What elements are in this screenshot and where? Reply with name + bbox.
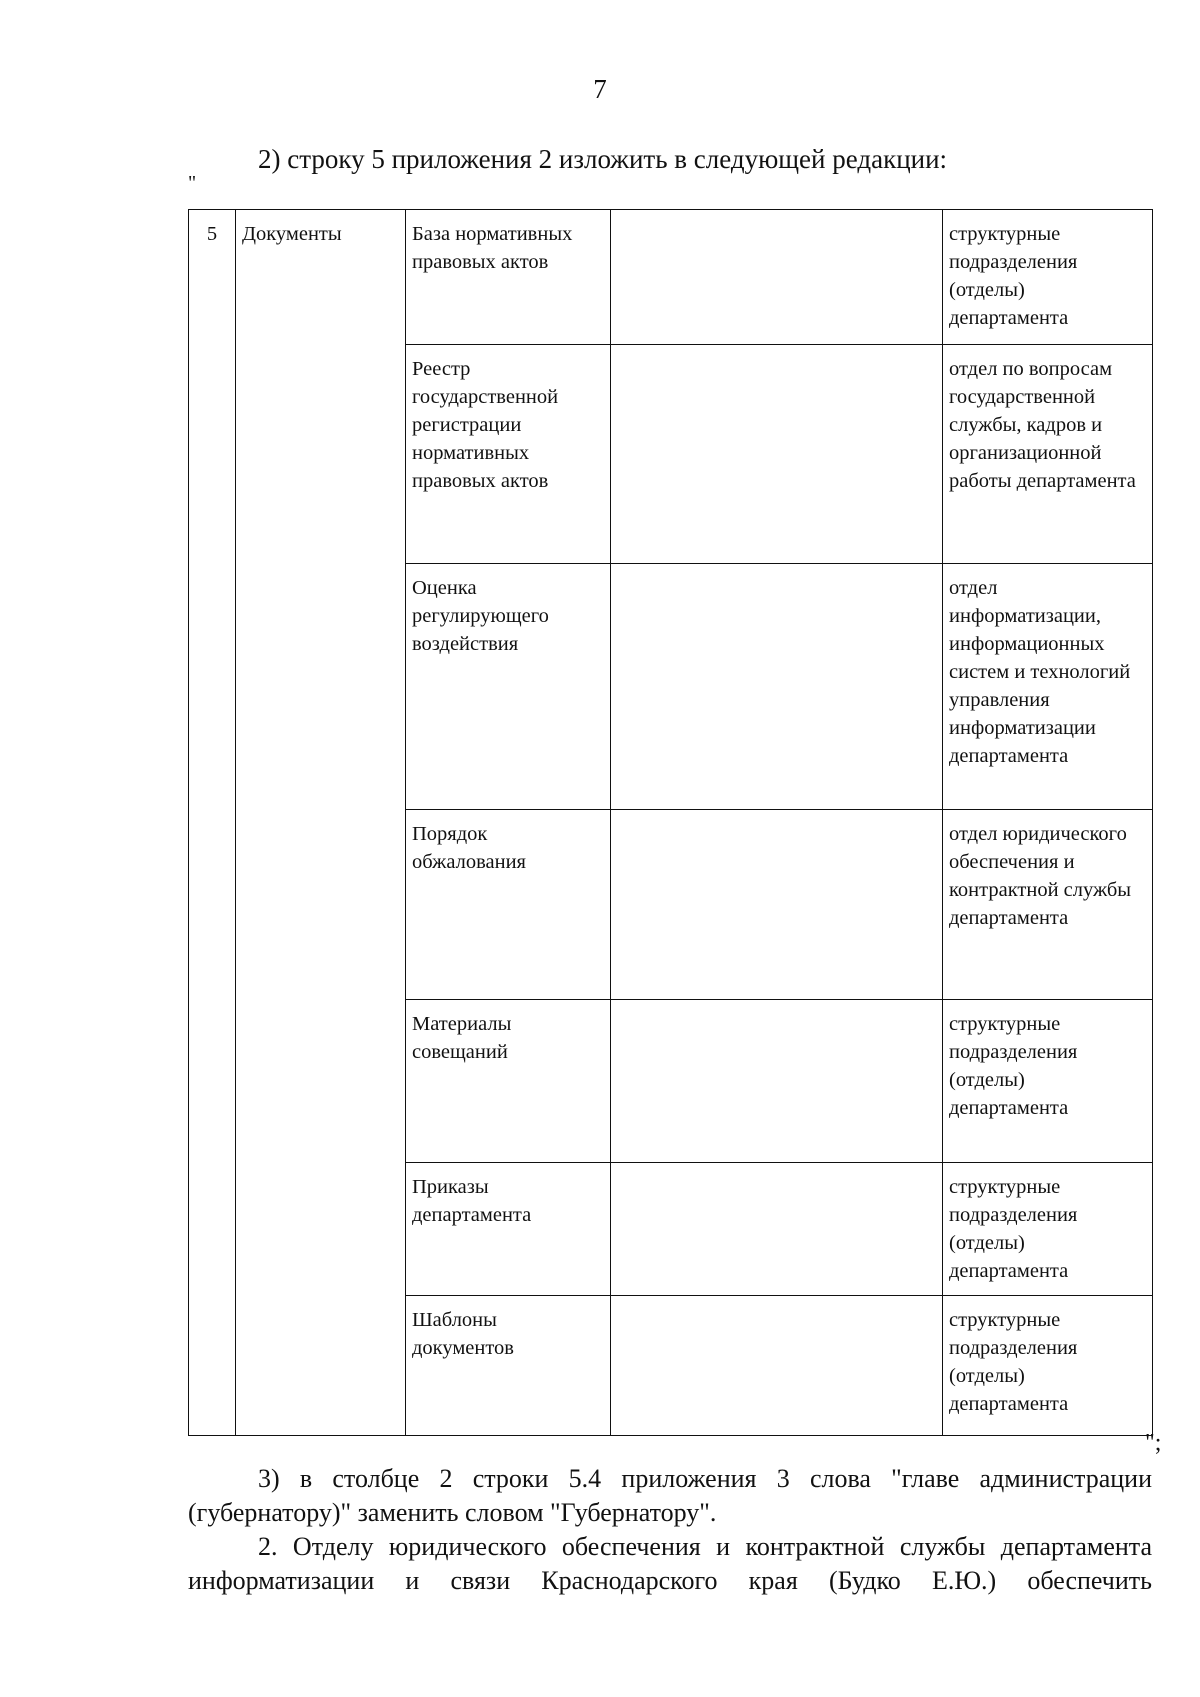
closing-quote: "; [1145,1430,1162,1456]
resource-name-cell: Порядок обжалования [406,810,611,1000]
responsible-unit-cell: отдел информатизации, информационных систем и технологий управления информатизации департамента [943,564,1153,810]
resource-name-cell: Материалы совещаний [406,1000,611,1163]
resource-name-cell: Оценка регулирующего воздействия [406,564,611,810]
page-number: 7 [593,74,607,104]
paragraph-amendment-3: 3) в столбце 2 строки 5.4 приложения 3 слова "главе администрации (губернатору)" заменить словом "Губернатору". [188,1464,1152,1527]
paragraph-section-2: 2. Отделу юридического обеспечения и контрактной службы департамента информатизации и связи Краснодарского края (Будко Е.Ю.) обеспечить [188,1532,1152,1595]
resource-description-cell [611,1163,943,1296]
amendment-table [188,209,1153,1436]
resource-name-cell: Реестр государственной регистрации нормативных правовых актов [406,345,611,564]
row-number-cell: 5 [189,210,236,1436]
category-cell: Документы [236,210,406,1436]
resource-description-cell [611,810,943,1000]
resource-name-cell: Приказы департамента [406,1163,611,1296]
resource-description-cell [611,564,943,810]
responsible-unit-cell: структурные подразделения (отделы) департамента [943,1163,1153,1296]
responsible-unit-cell: структурные подразделения (отделы) департамента [943,1000,1153,1163]
resource-description-cell [611,1000,943,1163]
responsible-unit-cell: отдел по вопросам государственной службы, кадров и организационной работы департамента [943,345,1153,564]
opening-quote: " [188,172,197,194]
responsible-unit-cell: структурные подразделения (отделы) департамента [943,1296,1153,1436]
table-row [189,210,1153,345]
responsible-unit-cell: структурные подразделения (отделы) департамента [943,210,1153,345]
responsible-unit-cell: отдел юридического обеспечения и контрактной службы департамента [943,810,1153,1000]
resource-name-cell: Шаблоны документов [406,1296,611,1436]
resource-description-cell [611,210,943,345]
resource-description-cell [611,345,943,564]
resource-description-cell [611,1296,943,1436]
resource-name-cell: База нормативных правовых актов [406,210,611,345]
amendment-intro: 2) строку 5 приложения 2 изложить в следующей редакции: [258,144,948,174]
